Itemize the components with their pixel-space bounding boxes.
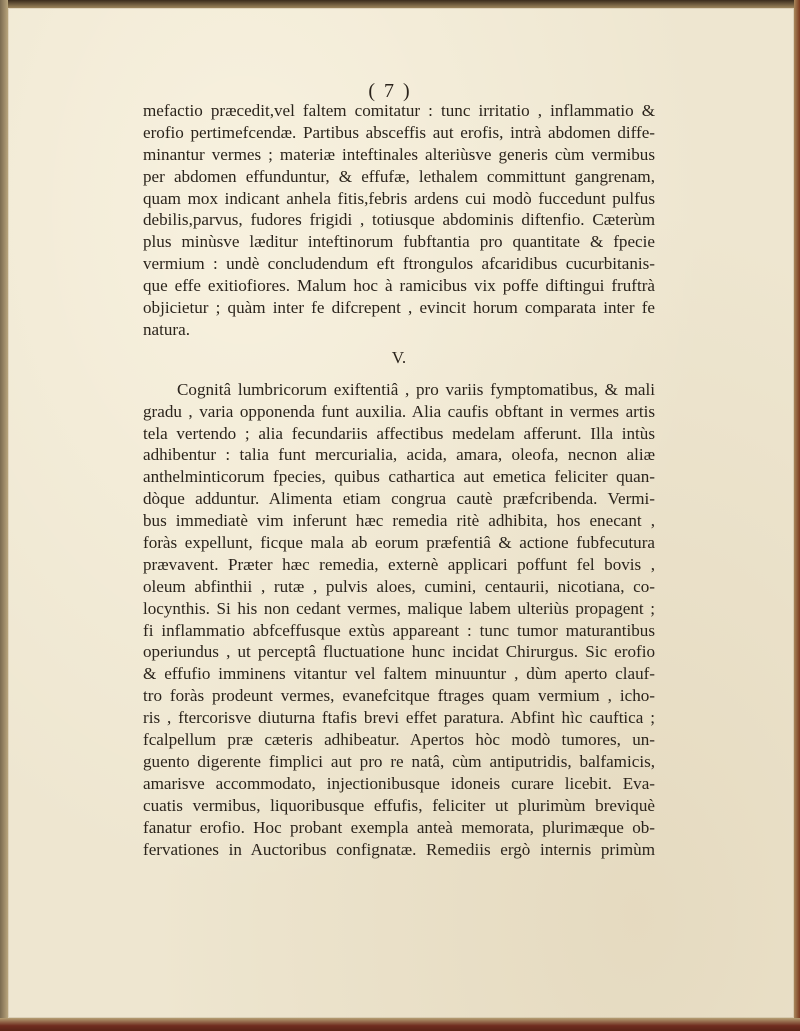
text-line: tela vertendo ; alia fecundariis affectibus medelam afferunt. Illa intùs xyxy=(143,423,655,443)
section-heading: V. xyxy=(391,347,407,367)
text-line: plus minùsve læditur inteftinorum fubftantia pro quantitate & fpecie xyxy=(143,232,655,252)
page-right-edge xyxy=(794,0,800,1031)
text-line: foràs expellunt, ficque mala ab eorum præfentiâ & actione fubfecutura xyxy=(143,533,655,553)
book-spine-edge xyxy=(0,0,8,1031)
page-number: ( 7 ) xyxy=(368,80,412,102)
text-line: fanatur erofio. Hoc probant exempla anteà memorata, plurimæque ob- xyxy=(143,817,655,837)
text-line: ris , ftercorisve diuturna ftafis brevi effet paratura. Abfint hìc cauftica ; xyxy=(143,708,655,728)
page-top-edge xyxy=(0,0,800,8)
paragraph-1 xyxy=(143,100,655,341)
text-line: cuatis vermibus, liquoribusque effufis, feliciter ut plurimùm breviquè xyxy=(143,795,655,815)
text-line: anthelminticorum fpecies, quibus cathartica aut emetica feliciter quan- xyxy=(143,467,655,487)
text-line: guento digerente fimplici aut pro re natâ, cùm antiputridis, balfamicis, xyxy=(143,751,655,771)
text-line: natura. xyxy=(143,319,190,339)
text-line: vermium : undè concludendum eft ftrongulos afcaridibus cucurbitanis- xyxy=(143,254,655,274)
text-line: dòque adduntur. Alimenta etiam congrua cautè præfcribenda. Vermi- xyxy=(143,489,655,509)
text-line: amarisve accommodato, injectionibusque idoneis curare licebit. Eva- xyxy=(143,773,655,793)
text-line: mefactio præcedit,vel faltem comitatur : tunc irritatio , inflammatio & xyxy=(143,101,655,120)
text-line: quam mox indicant anhela fitis,febris ardens cui modò fuccedunt pulfus xyxy=(143,188,655,208)
text-line: prævavent. Præter hæc remedia, externè applicari poffunt fel bovis , xyxy=(143,554,655,574)
text-line: per abdomen effunduntur, & effufæ, lethalem committunt gangrenam, xyxy=(143,166,655,186)
text-line: locynthis. Si his non cedant vermes, malique labem ulteriùs propagent ; xyxy=(143,598,655,618)
text-line: Cognitâ lumbricorum exiftentiâ , pro variis fymptomatibus, & mali xyxy=(177,379,655,399)
text-line: minantur vermes ; materiæ inteftinales alteriùsve generis cùm vermibus xyxy=(143,144,655,164)
text-line: fervationes in Auctoribus confignatæ. Remediis ergò internis primùm xyxy=(143,839,655,859)
text-line: operiundus , ut perceptâ fluctuatione hunc incidat Chirurgus. Sic erofio xyxy=(143,642,655,662)
text-line: tro foràs prodeunt vermes, evanefcitque ftrages quam vermium , icho- xyxy=(143,686,655,706)
text-line: fcalpellum præ cæteris adhibeatur. Apertos hòc modò tumores, un- xyxy=(143,730,655,750)
paragraph-2 xyxy=(143,379,655,861)
text-line: & effufio imminens vitantur vel faltem minuuntur , dùm aperto clauf- xyxy=(143,664,655,684)
text-line: oleum abfinthii , rutæ , pulvis aloes, cumini, centaurii, nicotiana, co- xyxy=(143,576,655,596)
page-body xyxy=(143,100,655,860)
text-line: gradu , varia opponenda funt auxilia. Alia caufis obftant in vermes artis xyxy=(143,401,655,421)
text-line: debilis,parvus, fudores frigidi , totiusque abdominis diftenfio. Cæterùm xyxy=(143,210,655,230)
text-line: objicietur ; quàm inter fe difcrepent , evincit horum comparata inter fe xyxy=(143,298,655,318)
text-line: adhibentur : talia funt mercurialia, acida, amara, oleofa, necnon aliæ xyxy=(143,445,655,465)
text-line: erofio pertimefcendæ. Partibus absceffis aut erofis, intrà abdomen diffe- xyxy=(143,122,655,142)
page-bottom-edge xyxy=(0,1018,800,1031)
text-line: que effe exitiofiores. Malum hoc à ramicibus vix poffe diftingui fruftrà xyxy=(143,276,655,296)
text-line: bus immediatè vim inferunt hæc remedia ritè adhibita, hos enecant , xyxy=(143,511,655,531)
text-line: fi inflammatio abfceffusque extùs appareant : tunc tumor maturantibus xyxy=(143,620,655,640)
